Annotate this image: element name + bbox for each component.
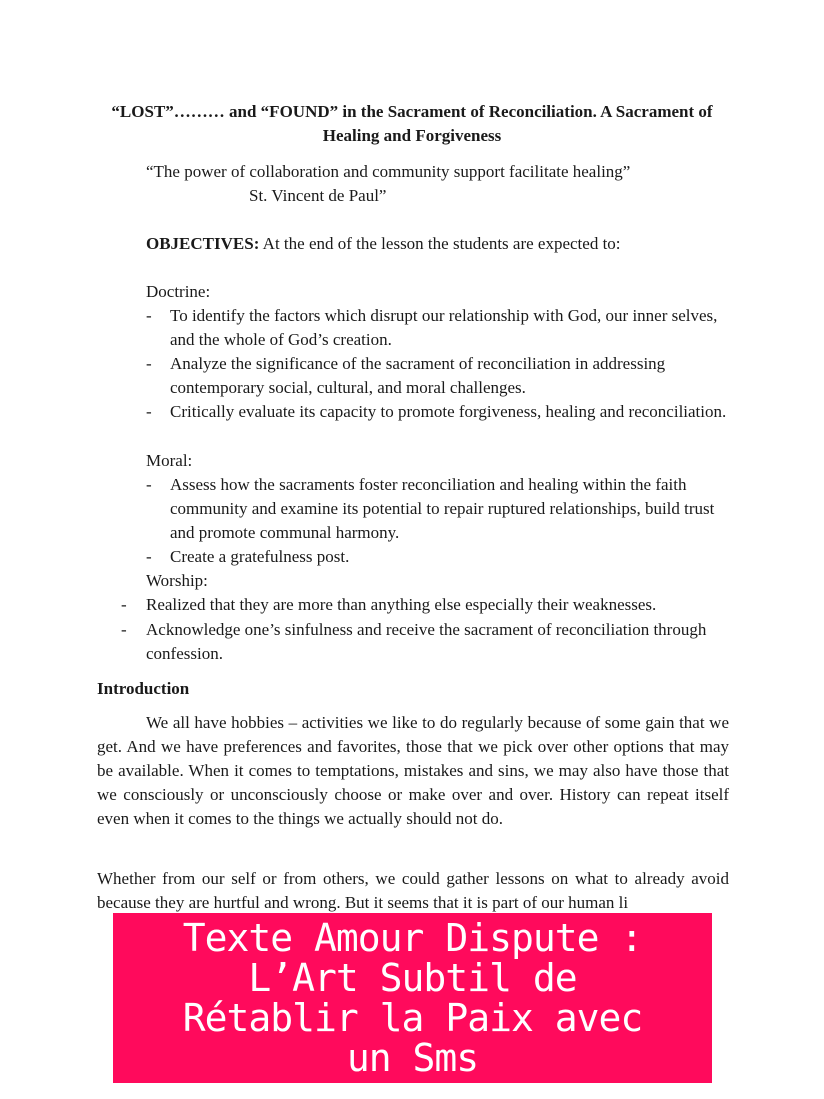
banner-headline: Texte Amour Dispute : L’Art Subtil de Rétablir la Paix avec un Sms	[182, 916, 643, 1080]
bullet-dash: -	[146, 306, 152, 325]
moral-label: Moral:	[146, 451, 193, 470]
doctrine-item-text: Analyze the significance of the sacrament of reconciliation in addressing contemporary social, cultural, and moral challenges.	[170, 354, 666, 397]
quote-attribution: St. Vincent de Paul”	[249, 186, 387, 205]
doctrine-item-text: Critically evaluate its capacity to promote forgiveness, healing and reconciliation.	[170, 402, 727, 421]
moral-item-text: Create a gratefulness post.	[170, 547, 350, 566]
quote-block	[146, 160, 630, 208]
introduction-paragraph-2: Whether from our self or from others, we could gather lessons on what to already avoid because they are hurtful and wrong. But it seems that it is part of our human li	[97, 869, 729, 912]
doctrine-label: Doctrine:	[146, 282, 211, 301]
worship-item-text: Realized that they are more than anything else especially their weaknesses.	[146, 595, 657, 614]
document-title: “LOST”……… and “FOUND” in the Sacrament of Reconciliation. A Sacrament of Healing and Forgiveness	[111, 102, 713, 145]
bullet-dash: -	[146, 475, 152, 494]
worship-item-text: Acknowledge one’s sinfulness and receive the sacrament of reconciliation through confession.	[146, 620, 707, 663]
bullet-dash: -	[121, 595, 127, 614]
bullet-dash: -	[146, 354, 152, 373]
objectives-text: At the end of the lesson the students are expected to:	[259, 234, 621, 253]
bullet-dash: -	[146, 402, 152, 421]
objectives-label: OBJECTIVES:	[146, 234, 260, 253]
quote-text: “The power of collaboration and community support facilitate healing”	[146, 162, 631, 181]
worship-label: Worship:	[146, 571, 208, 590]
moral-item-text: Assess how the sacraments foster reconciliation and healing within the faith community and examine its potential to repair ruptured relationships, build trust and promote communal harmony.	[170, 475, 715, 542]
doctrine-item-text: To identify the factors which disrupt our relationship with God, our inner selves, and the whole of God’s creation.	[170, 306, 718, 349]
bullet-dash: -	[146, 547, 152, 566]
objectives-line	[146, 232, 621, 256]
introduction-paragraph-1: We all have hobbies – activities we like to do regularly because of some gain that we get. And we have preferences and favorites, those that we pick over other options that may be available. When it comes to temptations, mistakes and sins, we may also have those that we consciously or unconsciously choose or make over and over. History can repeat itself even when it comes to the things we actually should not do.	[97, 713, 729, 828]
introduction-heading: Introduction	[97, 679, 190, 698]
bullet-dash: -	[121, 620, 127, 639]
headline-banner	[113, 913, 712, 1083]
